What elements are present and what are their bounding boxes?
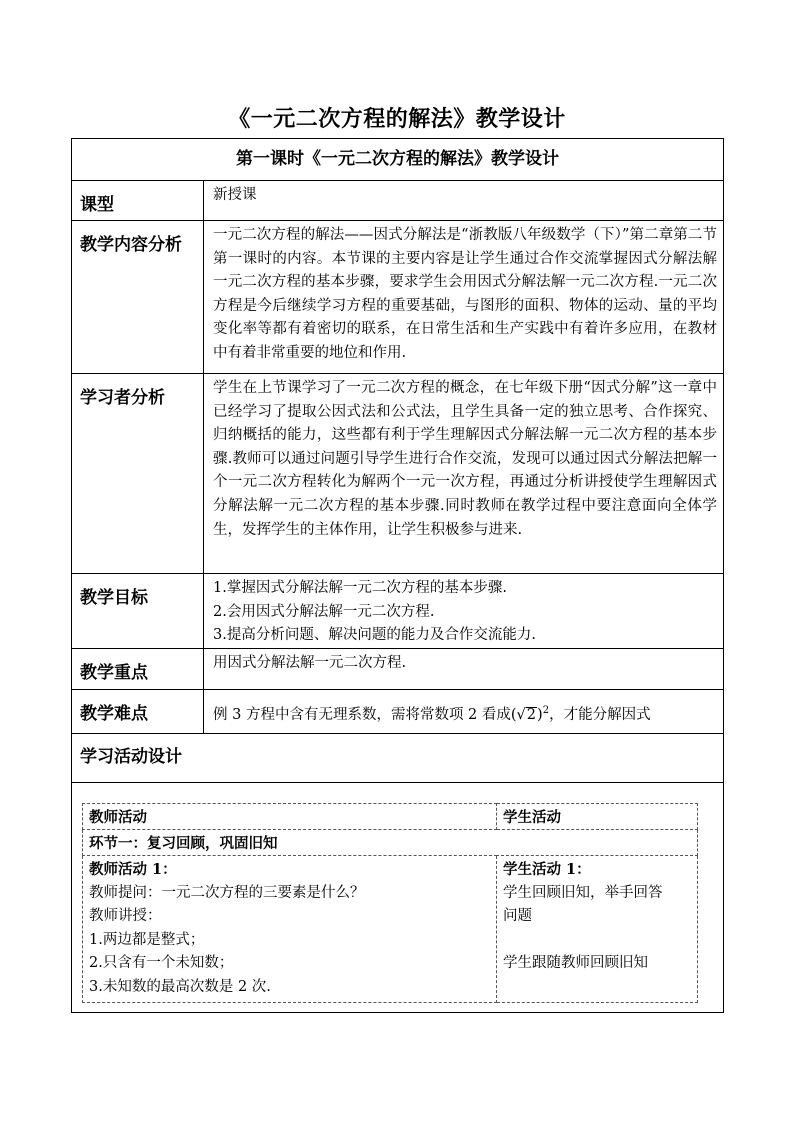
teacher-activity-heading: 教师活动 1： xyxy=(89,861,177,878)
activity-table xyxy=(82,803,698,1003)
teacher-line: 教师提问：一元二次方程的三要素是什么？ xyxy=(89,884,365,901)
section-heading: 环节一：复习回顾，巩固旧知 xyxy=(83,830,698,856)
key-point-text: 用因式分解法解一元二次方程. xyxy=(204,649,724,690)
objectives-list xyxy=(204,574,724,649)
row-label-content-analysis: 教学内容分析 xyxy=(72,221,204,374)
row-value-type: 新授课 xyxy=(204,181,724,221)
student-line: 学生回顾旧知，举手回答 xyxy=(503,884,663,901)
objective-item: 1.掌握因式分解法解一元二次方程的基本步骤. xyxy=(213,580,507,596)
teacher-line: 3.未知数的最高次数是 2 次. xyxy=(89,978,271,995)
row-label-learner-analysis: 学习者分析 xyxy=(72,374,204,574)
student-activity-cell xyxy=(497,856,698,1003)
content-analysis-text: 一元二次方程的解法——因式分解法是“浙教版八年级数学（下）”第二章第二节第一课时的内容。本节课的主要内容是让学生通过合作交流掌握因式分解法解一元二次方程的基本步骤，要求学生会用因式分解法解一元二次方程.一元二次方程是今后继续学习方程的重要基础，与图形的面积、物体的运动、量的平均变化率等都有着密切的联系，在日常生活和生产实践中有着许多应用，在教材中有着非常重要的地位和作用. xyxy=(213,227,717,361)
row-label-type: 课型 xyxy=(72,181,204,221)
student-followup: 学生跟随教师回顾旧知 xyxy=(503,955,648,972)
learner-analysis-text: 学生在上节课学习了一元二次方程的概念，在七年级下册“因式分解”这一章中已经学习了提取公因式法和公式法，且学生具备一定的独立思考、合作探究、归纳概括的能力，这些都有利于学生理解因式分解法解一元二次方程的基本步骤.教师可以通过问题引导学生进行合作交流，发现可以通过因式分解法把解一个一元二次方程转化为解两个一元一次方程，再通过分析讲授使学生理解因式分解法解一元二次方程的基本步骤.同时教师在教学过程中要注意面向全体学生，发挥学生的主体作用，让学生积极参与进来. xyxy=(213,380,717,538)
exponent: 2 xyxy=(542,705,550,716)
difficulty-text xyxy=(204,690,724,734)
difficulty-text-after: ，才能分解因式 xyxy=(549,706,651,723)
difficulty-text-before: 例 3 方程中含有无理系数，需将常数项 2 看成 xyxy=(213,706,511,723)
row-label-activity-design: 学习活动设计 xyxy=(72,734,724,783)
student-line: 问题 xyxy=(503,908,532,925)
student-activity-heading: 学生活动 1： xyxy=(503,861,591,878)
teacher-line: 1.两边都是整式； xyxy=(89,931,205,948)
col-header-student: 学生活动 xyxy=(497,804,698,830)
sqrt-expression: $(√2)^2$ xyxy=(510,705,550,723)
teacher-line: 教师讲授： xyxy=(89,908,162,925)
sqrt-radicand: 2 xyxy=(526,706,537,723)
col-header-teacher: 教师活动 xyxy=(83,804,497,830)
page-title: 《一元二次方程的解法》教学设计 xyxy=(228,106,566,132)
objective-item: 2.会用因式分解法解一元二次方程. xyxy=(213,603,435,620)
teacher-line: 2.只含有一个未知数； xyxy=(89,955,234,972)
row-label-difficulty: 教学难点 xyxy=(72,690,204,734)
row-label-key-point: 教学重点 xyxy=(72,649,204,690)
lesson-subtitle: 第一课时《一元二次方程的解法》教学设计 xyxy=(72,139,724,181)
objective-item: 3.提高分析问题、解决问题的能力及合作交流能力. xyxy=(213,627,536,644)
teacher-activity-cell xyxy=(83,856,497,1003)
row-label-objectives: 教学目标 xyxy=(72,574,204,649)
